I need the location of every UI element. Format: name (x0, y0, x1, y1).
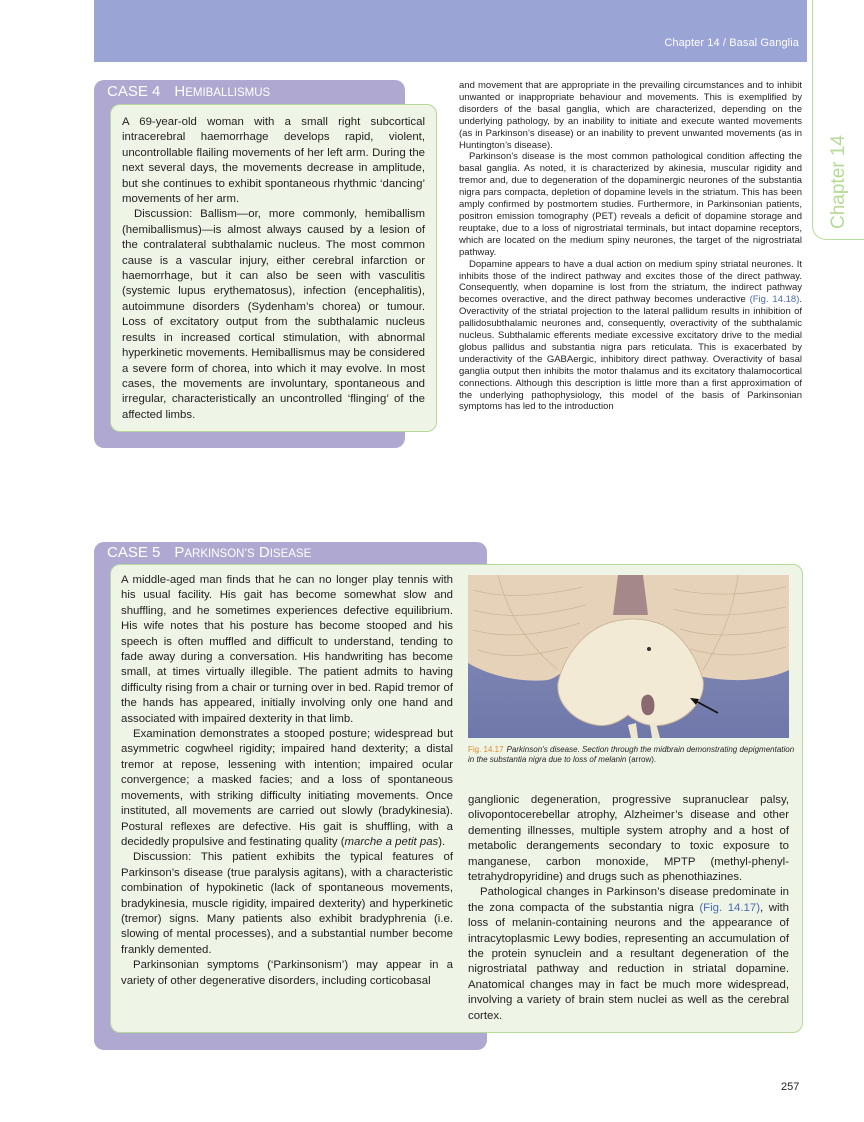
main-column-text (459, 80, 802, 413)
fig-14-17-link[interactable]: (Fig. 14.17) (699, 901, 761, 914)
case5-paragraph: Parkinsonian symptoms (‘Parkinsonism’) may appear in a variety of other degenerative disorders, including corticobasal (121, 959, 453, 987)
case5-discussion: Discussion: This patient exhibits the typical features of Parkinson’s disease (true paralysis agitans), with a characteristic combination of hypokinetic (lack of spontaneous movements, bradykinesia, muscle rigidity, impaired dexterity) and hyperkinetic (tremor) signs. Many patients also exhibit bradyphrenia (i.e. slowing of mental processes), and a substantial number become frankly demented. (121, 851, 453, 956)
text-span: , with loss of melanin-containing neurons and the appearance of intracytoplasmic Lewy bodies, representing an accumulation of the protein synuclein and a resultant degeneration of the nigrostriatal pathway and reduction in striatal dopamine. Anatomical changes may in fact be much more widespread, involving a variety of brain stem nuclei as well as the cerebral cortex. (468, 901, 789, 1022)
page-number: 257 (781, 1081, 800, 1093)
text-span: Dopamine appears to have a dual action on medium spiny striatal neurones. It inhibits those of the indirect pathway and excites those of the direct pathway. Consequently, when dopamine is lost from the striatum, the indirect pathway becomes overactive, and the direct pathway becomes underactive (459, 258, 802, 306)
text-span: Examination demonstrates a stooped posture; widespread but asymmetric cogwheel rigidity; impaired hand dexterity; a distal tremor at repose, lessening with intention; impaired ocular convergence; a masked facies; and a loss of spontaneous movements, with striking difficulty initiating movements. Once instituted, all movements are carried out slowly (bradykinesia). Postural reflexes are defective. His gait is shuffling, with a decidedly propulsive and festinating quality ( (121, 728, 453, 848)
case5-title-part: ISEASE (269, 548, 312, 560)
case5-paragraph: A middle-aged man finds that he can no longer play tennis with his usual facility. His gait has become somewhat slow and shuffling, and he sometimes experiences defective equilibrium. His wife notes that his posture has become stooped and his speech is often muffled and difficult to understand, tending to fade away during a conversation. His handwriting has become small, at times virtually illegible. The patient admits to having difficulty rising from a chair or turning over in bed. Rapid tremor of the hands has appeared, initially involving only one hand and associated with impaired dexterity in that limb. (121, 574, 453, 725)
chapter-side-tab-label (819, 134, 859, 230)
figure-14-17-image (468, 575, 789, 738)
caption-text: (arrow). (626, 755, 657, 764)
case5-title-part: ’ (244, 548, 248, 560)
main-paragraph-dopamine (459, 259, 802, 414)
running-title: Chapter 14 / Basal Ganglia (664, 37, 799, 49)
case5-examination (121, 727, 453, 850)
caption-text: Parkinson’s disease. Section through the midbrain demonstrating depigmentation in the substantia nigra due to loss of melanin (468, 745, 795, 764)
fig-14-18-link[interactable]: (Fig. 14.18) (749, 294, 800, 306)
case4-body (110, 104, 437, 432)
case4-number: CASE 4 (107, 83, 161, 100)
figure-label: Fig. 14.17 (468, 745, 504, 754)
main-paragraph: and movement that are appropriate in the prevailing circumstances and to inhibit unwanted or inappropriate behaviour and movements. This is exemplified by disorders of the basal ganglia, which are characterized, depending on the underlying pathology, by an inability to initiate and execute wanted movements (as in Parkinson’s disease) or an inability to prevent unwanted movements (as in Huntington’s disease). (459, 80, 802, 151)
case4-discussion: Discussion: Ballism—or, more commonly, hemiballism (hemiballismus)—is almost always caused by a lesion of the contralateral subthalamic nucleus. The most common cause is a vascular injury, either cerebral infarction or haemorrhage, but it can also be seen with vasculitis (systemic lupus erythematosus), infection (encephalitis), autoimmune disorders (Sydenham’s chorea) or tumour. Loss of excitatory output from the subthalamic nucleus results in increased cortical stimulation, with abnormal hyperkinetic movements. Hemiballismus may be considered a severe form of chorea, into which it may evolve. In most cases, the movements are involuntary, spontaneous and irregular, characteristically an uncontrolled ‘flinging’ of the affected limbs. (122, 208, 425, 421)
figure-14-17-caption (468, 745, 798, 765)
case5-title-part: S (247, 548, 255, 560)
chapter-header-band (94, 0, 807, 62)
case4-paragraph: A 69-year-old woman with a small right subcortical intracerebral haemorrhage develops rapid, violent, uncontrollable flailing movements of her left arm. During the next several days, the movements decrease in amplitude, but she continues to exhibit spontaneous rhythmic ‘dancing’ movements of her arm. (122, 116, 425, 206)
case5-title (107, 544, 311, 561)
case5-right-column (468, 793, 789, 1024)
case5-left-column (121, 573, 453, 989)
text-span: ). (438, 835, 446, 848)
case4-title-initial: H (174, 83, 186, 100)
case5-right-paragraph (468, 885, 789, 1024)
case4-title (107, 83, 270, 100)
main-paragraph: Parkinson’s disease is the most common pathological condition affecting the basal ganglia. As noted, it is characterized by akinesia, muscular rigidity and tremor and, due to degeneration of the dopaminergic neurones of the substantia nigra pars compacta, depletion of dopamine levels in the striatum. This has been amply confirmed by postmortem studies. Furthermore, in Parkinsonian patients, positron emission tomography (PET) reveals a deficit of dopamine storage and reuptake, due to a loss of nigrostriatal terminals, but intact dopamine receptors, which are located on the medium spiny neurones, the target of the nigrostriatal pathway. (459, 151, 802, 258)
text-span: . Overactivity of the striatal projection to the lateral pallidum results in inhibition of pallidosubthalamic neurones and, consequently, overactivity of the subthalamic nucleus. Subthalamic efferents mediate excessive excitatory drive to the medial globus pallidus and substantia nigra pars reticulata. This is exacerbated by underactivity of the GABAergic, inhibitory direct pathway. Overactivity of basal ganglia output then inhibits the motor thalamus and its excitatory thalamocortical connections. Although this description is little more than a first approximation of the underlying pathophysiology, this model of the basis of Parkinsonian symptoms has led to the introduction (459, 294, 802, 413)
case5-number: CASE 5 (107, 544, 161, 561)
case5-title-part: P (174, 544, 185, 561)
side-tab-text: Chapter 14 (828, 134, 849, 230)
case5-title-part: D (258, 544, 270, 561)
case4-title-rest: EMIBALLISMUS (185, 87, 271, 99)
italic-term: marche a petit pas (344, 835, 439, 848)
midbrain-photo (468, 575, 789, 738)
case5-right-paragraph: ganglionic degeneration, progressive supranuclear palsy, olivopontocerebellar atrophy, Alzheimer’s disease and other dementing illnesses, multiple system atrophy and a host of metabolic derangements secondary to toxic exposure to manganese, carbon monoxide, MPTP (methyl-phenyl-tetrahydropyridine) and drugs such as phenothiazines. (468, 794, 789, 884)
case5-title-part: ARKINSON (184, 548, 245, 560)
text-span: Pathological changes in Parkinson’s disease predominate in the zona compacta of the substantia nigra (468, 886, 789, 914)
